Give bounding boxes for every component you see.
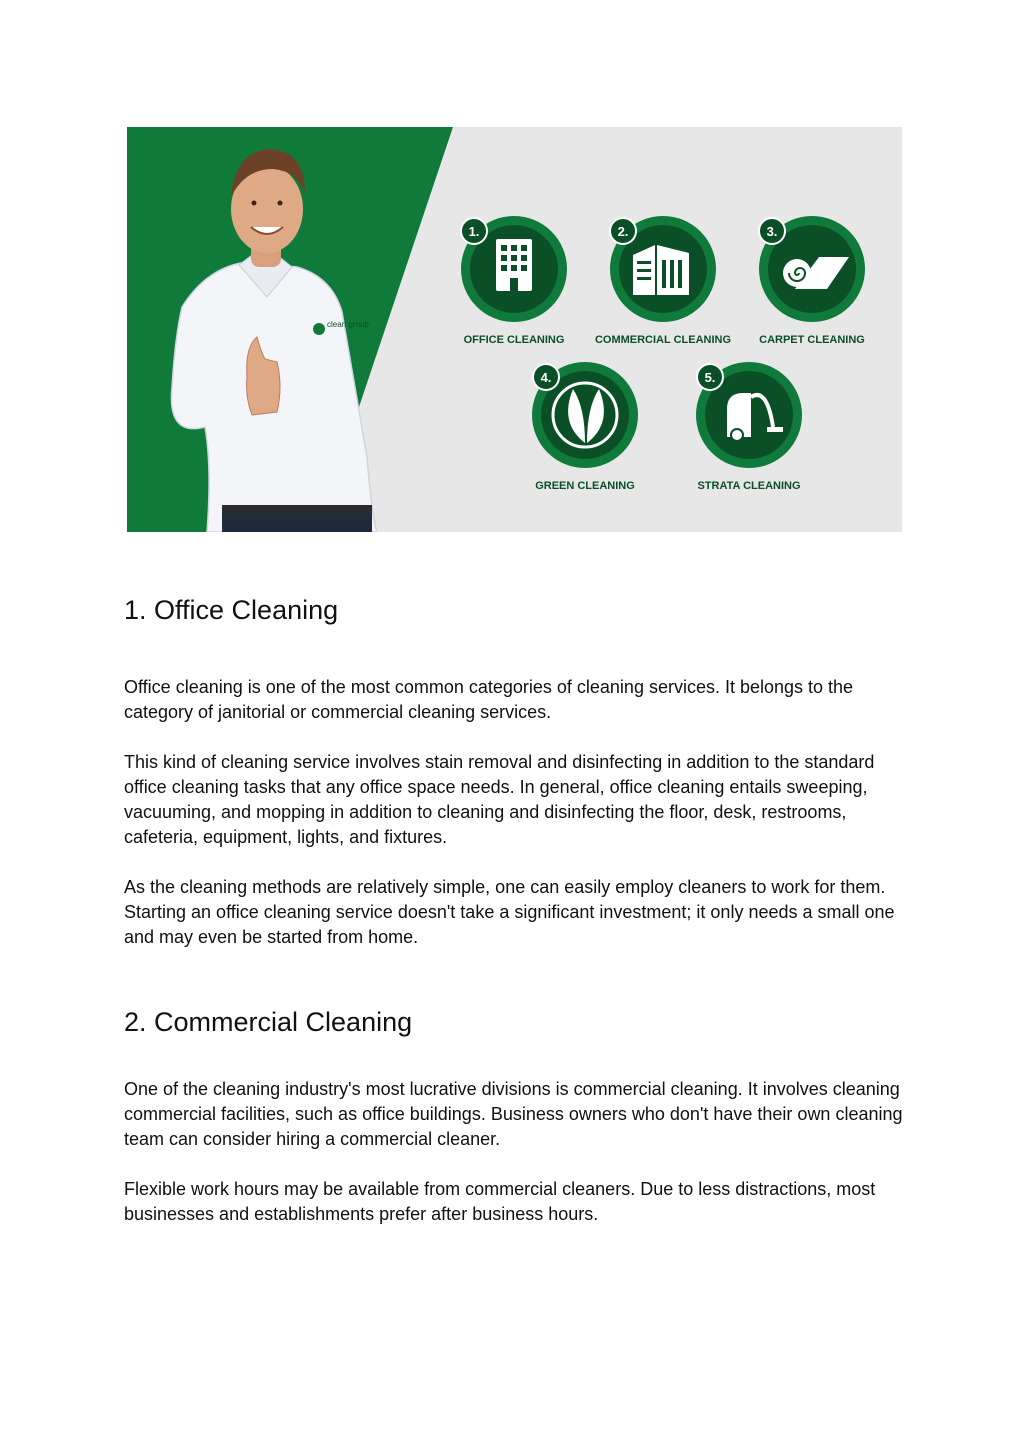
service-number: 4. xyxy=(540,370,552,385)
commercial-building-icon xyxy=(633,245,689,295)
service-number: 5. xyxy=(704,370,716,385)
section-heading-office-cleaning: 1. Office Cleaning xyxy=(124,595,339,625)
office-building-icon xyxy=(496,239,532,291)
paragraph: This kind of cleaning service involves stain removal and disinfecting in addition to the standard office cleaning tasks that any office space needs. In general, office cleaning entails sweeping, vacuuming, and mopping in addition to cleaning and disinfecting the floor, desk, restrooms, cafeteria, equipment, lights, and fixtures. xyxy=(124,752,875,847)
service-commercial-cleaning xyxy=(595,216,731,346)
paragraph: Office cleaning is one of the most common categories of cleaning services. It belongs to the category of janitorial or commercial cleaning services. xyxy=(124,677,854,722)
section-heading-commercial-cleaning: 2. Commercial Cleaning xyxy=(124,1007,413,1037)
service-label: COMMERCIAL CLEANING xyxy=(594,334,732,346)
paragraph: Flexible work hours may be available from commercial cleaners. Due to less distractions, most businesses and establishments prefer after business hours. xyxy=(124,1179,876,1224)
service-office-cleaning xyxy=(461,216,567,346)
service-number: 3. xyxy=(766,224,778,239)
service-label: OFFICE CLEANING xyxy=(463,334,565,346)
service-carpet-cleaning xyxy=(759,216,865,346)
service-strata-cleaning xyxy=(696,362,802,492)
service-label: STRATA CLEANING xyxy=(697,480,801,492)
paragraph: As the cleaning methods are relatively simple, one can easily employ cleaners to work for them. Starting an office cleaning service doesn't take a significant investment; it only needs a small one and may even be started from home. xyxy=(124,877,895,947)
service-number: 1. xyxy=(468,224,480,239)
shirt-logo-text: clean group xyxy=(327,320,369,329)
service-label: CARPET CLEANING xyxy=(759,334,865,346)
service-number: 2. xyxy=(617,224,629,239)
services-banner-image xyxy=(127,127,902,532)
service-label: GREEN CLEANING xyxy=(535,480,635,492)
paragraph: One of the cleaning industry's most lucrative divisions is commercial cleaning. It involves cleaning commercial facilities, such as office buildings. Business owners who don't have their own cleaning team can consider hiring a commercial cleaner. xyxy=(124,1079,903,1149)
service-green-cleaning xyxy=(532,362,638,492)
